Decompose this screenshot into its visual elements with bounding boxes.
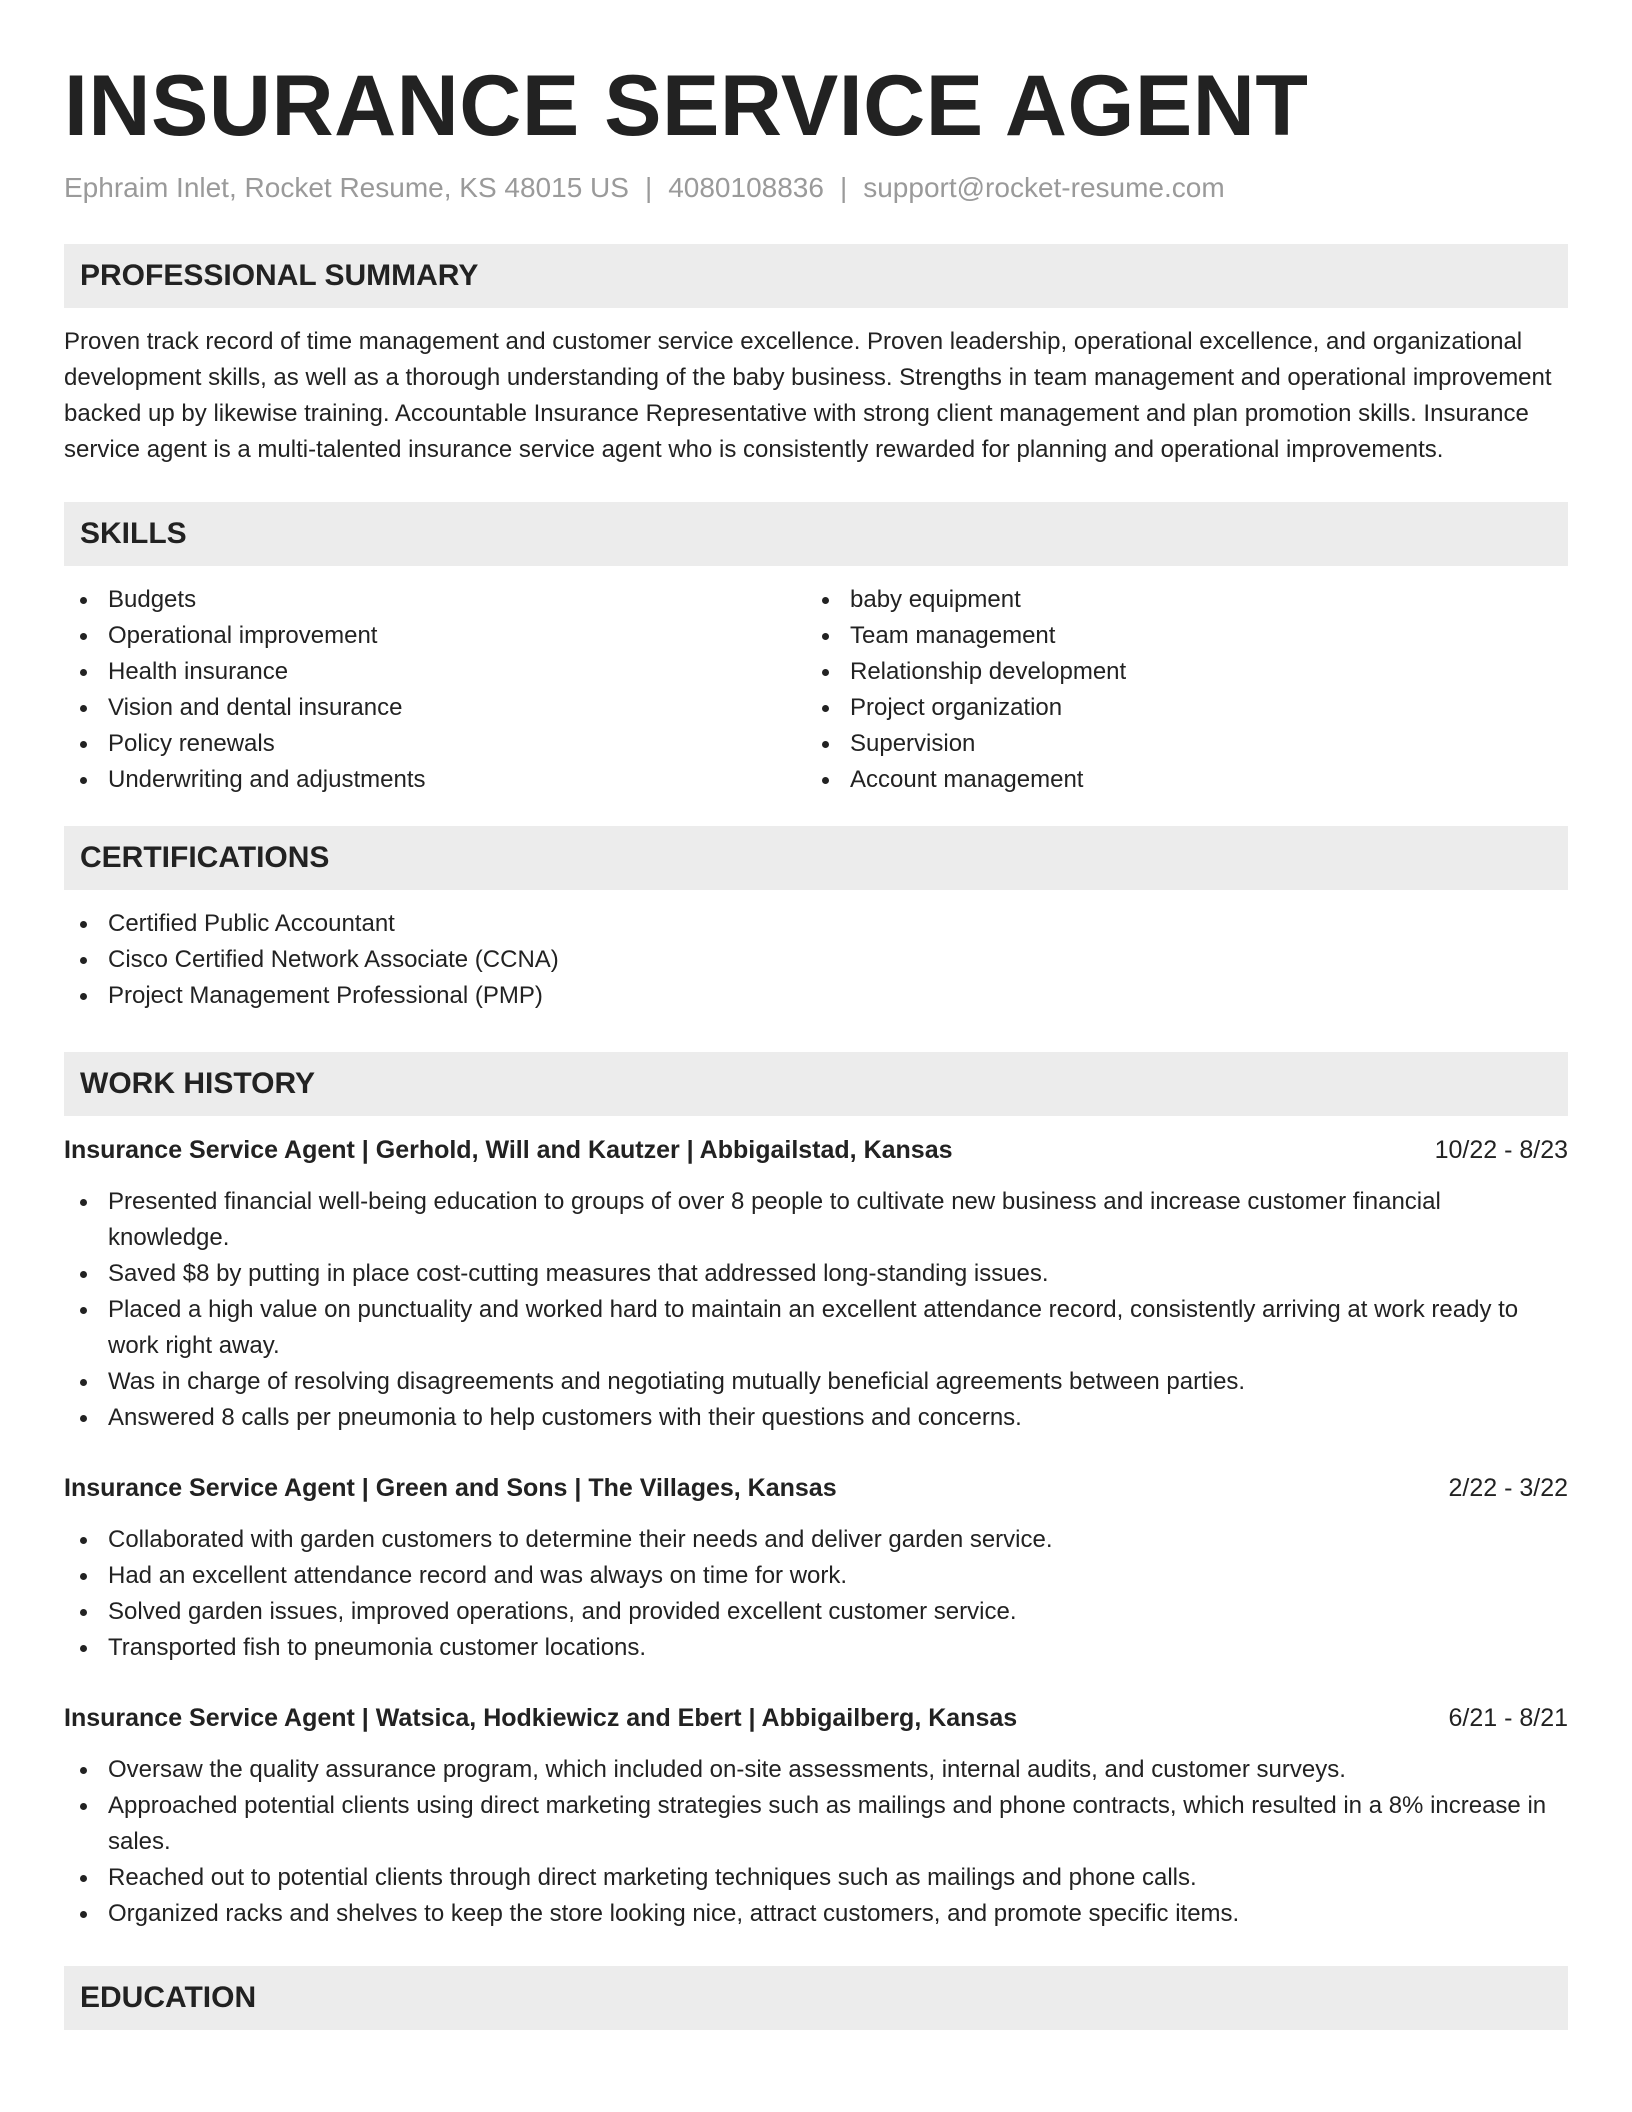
contact-address: Ephraim Inlet, Rocket Resume, KS 48015 US [64, 172, 629, 203]
summary-text: Proven track record of time management and customer service excellence. Proven leadership, operational excellence, and organizational development skills, as well as a thorough understanding of the baby business. Strengths in team management and operational improvement backed up by likewise training. Accountable Insurance Representative with strong client management and plan promotion skills. Insurance service agent is a multi-talented insurance service agent who is consistently rewarded for planning and operational improvements. [64, 328, 1552, 463]
job-bullets [64, 1752, 1568, 1932]
section-header-education: EDUCATION [64, 1966, 1568, 2030]
job-bullet: Placed a high value on punctuality and worked hard to maintain an excellent attendance record, consistently arriving at work ready to work right away. [64, 1292, 1568, 1364]
job-entry [64, 1470, 1568, 1666]
job-bullet: Answered 8 calls per pneumonia to help customers with their questions and concerns. [64, 1400, 1568, 1436]
job-bullet: Approached potential clients using direct marketing strategies such as mailings and phone contracts, which resulted in a 8% increase in sales. [64, 1788, 1568, 1860]
certification-item: Project Management Professional (PMP) [64, 978, 1568, 1014]
contact-separator: | [644, 172, 653, 203]
contact-line [64, 170, 1568, 206]
skills-list [64, 582, 1568, 798]
skill-item: Account management [806, 762, 1548, 798]
candidate-name: INSURANCE SERVICE AGENT [64, 58, 1309, 154]
skill-item: Budgets [64, 582, 806, 618]
job-title: Insurance Service Agent | Watsica, Hodkiewicz and Ebert | Abbigailberg, Kansas [64, 1704, 1018, 1732]
job-dates: 2/22 - 3/22 [1448, 1474, 1568, 1502]
job-bullet: Had an excellent attendance record and was always on time for work. [64, 1558, 1568, 1594]
skill-item: Relationship development [806, 654, 1548, 690]
skill-item: Underwriting and adjustments [64, 762, 806, 798]
contact-email: support@rocket-resume.com [863, 172, 1225, 203]
section-header-summary: PROFESSIONAL SUMMARY [64, 244, 1568, 308]
skill-item: baby equipment [806, 582, 1548, 618]
job-title: Insurance Service Agent | Green and Sons | The Villages, Kansas [64, 1474, 837, 1502]
job-bullet: Transported fish to pneumonia customer locations. [64, 1630, 1568, 1666]
certification-item: Certified Public Accountant [64, 906, 1568, 942]
job-bullets [64, 1522, 1568, 1666]
skill-item: Operational improvement [64, 618, 806, 654]
job-bullet: Solved garden issues, improved operations, and provided excellent customer service. [64, 1594, 1568, 1630]
job-bullet: Collaborated with garden customers to determine their needs and deliver garden service. [64, 1522, 1568, 1558]
skills-column-right [806, 582, 1548, 798]
section-header-certifications: CERTIFICATIONS [64, 826, 1568, 890]
job-bullet: Organized racks and shelves to keep the store looking nice, attract customers, and promote specific items. [64, 1896, 1568, 1932]
section-header-skills: SKILLS [64, 502, 1568, 566]
skill-item: Health insurance [64, 654, 806, 690]
section-header-work-history: WORK HISTORY [64, 1052, 1568, 1116]
skill-item: Supervision [806, 726, 1548, 762]
job-dates: 6/21 - 8/21 [1448, 1704, 1568, 1732]
job-title: Insurance Service Agent | Gerhold, Will and Kautzer | Abbigailstad, Kansas [64, 1136, 953, 1164]
contact-separator: | [839, 172, 848, 203]
job-bullet: Presented financial well-being education to groups of over 8 people to cultivate new business and increase customer financial knowledge. [64, 1184, 1568, 1256]
certification-item: Cisco Certified Network Associate (CCNA) [64, 942, 1568, 978]
skills-column-left [64, 582, 806, 798]
job-bullet: Saved $8 by putting in place cost-cutting measures that addressed long-standing issues. [64, 1256, 1568, 1292]
job-bullets [64, 1184, 1568, 1436]
skill-item: Team management [806, 618, 1548, 654]
job-dates: 10/22 - 8/23 [1434, 1136, 1568, 1164]
job-entry [64, 1700, 1568, 1932]
skill-item: Policy renewals [64, 726, 806, 762]
skill-item: Vision and dental insurance [64, 690, 806, 726]
job-header [64, 1700, 1568, 1736]
contact-phone: 4080108836 [668, 172, 824, 203]
resume-page [64, 0, 1568, 2030]
job-bullet: Oversaw the quality assurance program, which included on-site assessments, internal audits, and customer surveys. [64, 1752, 1568, 1788]
job-entry [64, 1132, 1568, 1436]
job-header [64, 1470, 1568, 1506]
skill-item: Project organization [806, 690, 1548, 726]
job-header [64, 1132, 1568, 1168]
job-bullet: Was in charge of resolving disagreements and negotiating mutually beneficial agreements between parties. [64, 1364, 1568, 1400]
certifications-list [64, 906, 1568, 1014]
job-bullet: Reached out to potential clients through direct marketing techniques such as mailings and phone calls. [64, 1860, 1568, 1896]
